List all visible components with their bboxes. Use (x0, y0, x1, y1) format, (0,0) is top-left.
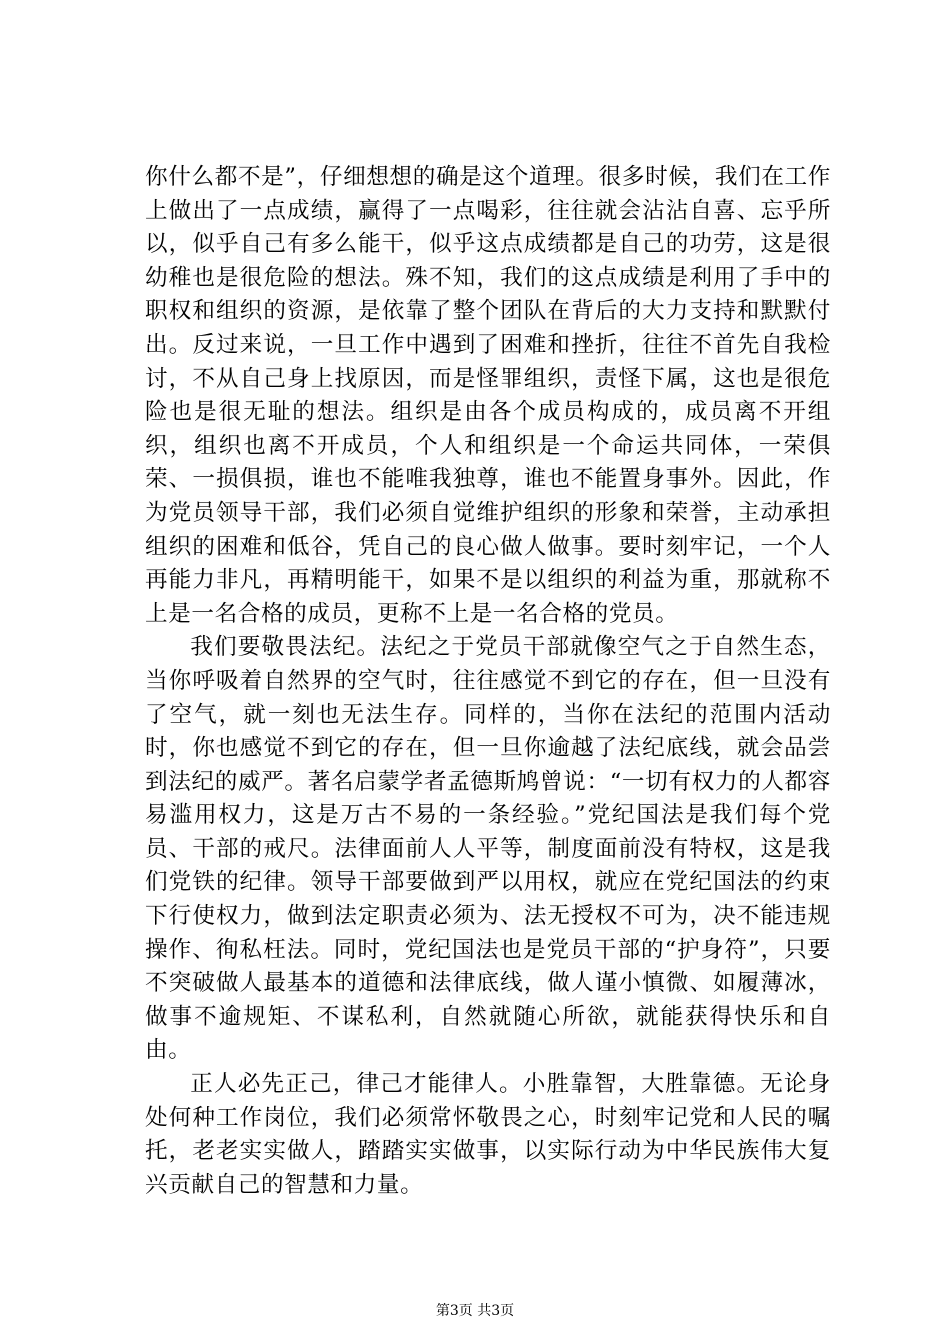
paragraph-1: 你什么都不是”，仔细想想的确是这个道理。很多时候，我们在工作上做出了一点成绩，赢得了一点喝彩，往往就会沾沾自喜、忘乎所以，似乎自己有多么能干，似乎这点成绩都是自己的功劳，这是很幼稚也是很危险的想法。殊不知，我们的这点成绩是利用了手中的职权和组织的资源，是依靠了整个团队在背后的大力支持和默默付出。反过来说，一旦工作中遇到了困难和挫折，往往不首先自我检讨，不从自己身上找原因，而是怪罪组织，责怪下属，这也是很危险也是很无耻的想法。组织是由各个成员构成的，成员离不开组织，组织也离不开成员，个人和组织是一个命运共同体，一荣俱荣、一损俱损，谁也不能唯我独尊，谁也不能置身事外。因此，作为党员领导干部，我们必须自觉维护组织的形象和荣誉，主动承担组织的困难和低谷，凭自己的良心做人做事。要时刻牢记，一个人再能力非凡，再精明能干，如果不是以组织的利益为重，那就称不上是一名合格的成员，更称不上是一名合格的党员。 (145, 164, 831, 627)
document-body (145, 161, 831, 1202)
paragraph-2: 我们要敬畏法纪。法纪之于党员干部就像空气之于自然生态，当你呼吸着自然界的空气时，往往感觉不到它的存在，但一旦没有了空气，就一刻也无法生存。同样的，当你在法纪的范围内活动时，你也感觉不到它的存在，但一旦你逾越了法纪底线，就会品尝到法纪的威严。著名启蒙学者孟德斯鸠曾说：“一切有权力的人都容易滥用权力，这是万古不易的一条经验。”党纪国法是我们每个党员、干部的戒尺。法律面前人人平等，制度面前没有特权，这是我们党铁的纪律。领导干部要做到严以用权，就应在党纪国法的约束下行使权力，做到法定职责必须为、法无授权不可为，决不能违规操作、徇私枉法。同时，党纪国法也是党员干部的“护身符”，只要不突破做人最基本的道德和法律底线，做人谨小慎微、如履薄冰，做事不逾规矩、不谋私利，自然就随心所欲，就能获得快乐和自由。 (145, 634, 831, 1064)
page-footer: 第3页 共3页 (435, 1303, 515, 1319)
paragraph-3: 正人必先正己，律己才能律人。小胜靠智，大胜靠德。无论身处何种工作岗位，我们必须常怀敬畏之心，时刻牢记党和人民的嘱托，老老实实做人，踏踏实实做事，以实际行动为中华民族伟大复兴贡献自己的智慧和力量。 (145, 1071, 831, 1198)
